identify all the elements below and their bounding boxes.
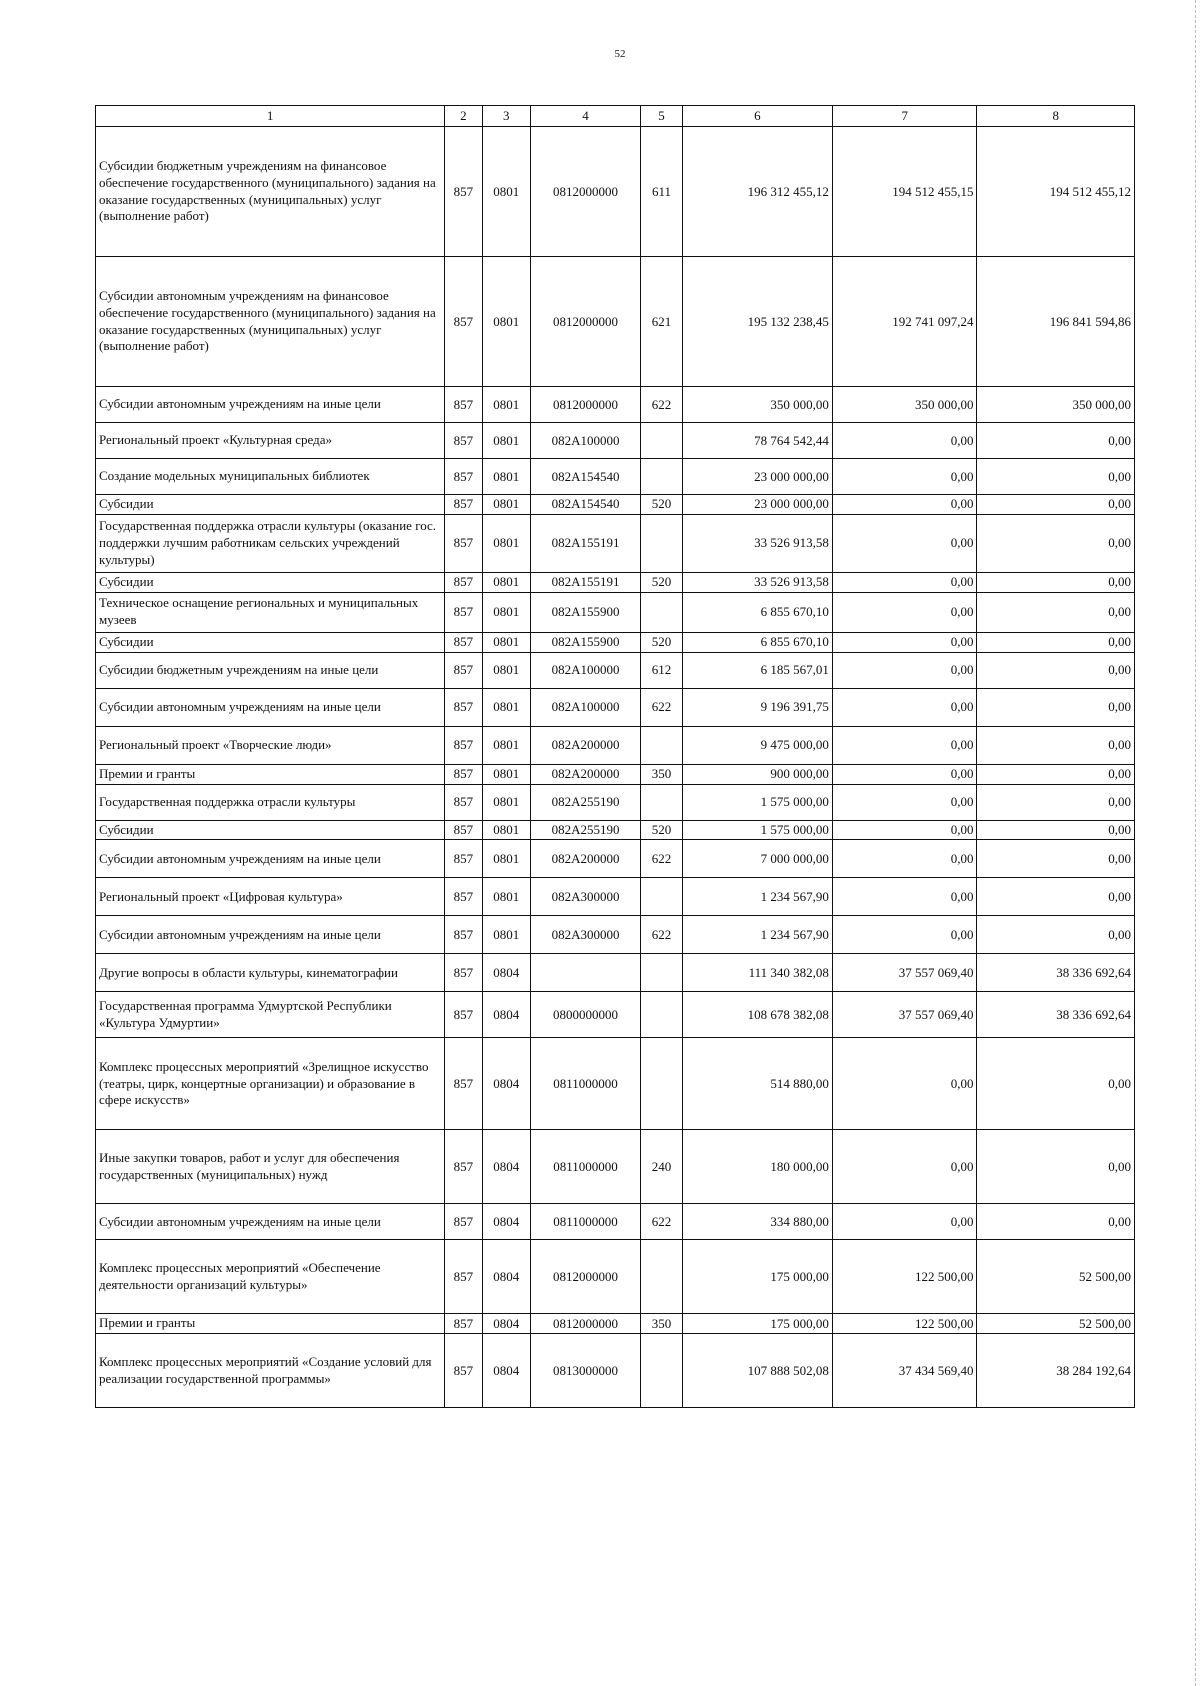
col4-cell: 082A155191	[530, 572, 640, 592]
col3-cell: 0801	[482, 820, 530, 840]
col8-cell: 0,00	[977, 1038, 1135, 1130]
col7-cell: 0,00	[832, 840, 977, 878]
col3-cell: 0801	[482, 764, 530, 784]
col6-cell: 33 526 913,58	[682, 572, 832, 592]
row-name-cell: Региональный проект «Творческие люди»	[96, 726, 445, 764]
col8-cell: 0,00	[977, 632, 1135, 652]
col6-cell: 1 234 567,90	[682, 916, 832, 954]
col5-cell	[641, 784, 683, 820]
table-row	[96, 764, 1135, 784]
col7-cell: 192 741 097,24	[832, 257, 977, 387]
table-row	[96, 423, 1135, 459]
col6-cell: 6 185 567,01	[682, 652, 832, 688]
col8-cell: 0,00	[977, 784, 1135, 820]
row-name-cell: Комплекс процессных мероприятий «Обеспечение деятельности организаций культуры»	[96, 1240, 445, 1314]
col7-cell: 37 434 569,40	[832, 1334, 977, 1408]
col6-cell: 78 764 542,44	[682, 423, 832, 459]
col3-cell: 0801	[482, 878, 530, 916]
col7-cell: 0,00	[832, 652, 977, 688]
table-row	[96, 840, 1135, 878]
col6-cell: 7 000 000,00	[682, 840, 832, 878]
col5-cell: 622	[641, 916, 683, 954]
col6-cell: 1 575 000,00	[682, 784, 832, 820]
col4-cell: 0812000000	[530, 387, 640, 423]
col7-cell: 37 557 069,40	[832, 954, 977, 992]
col5-cell: 520	[641, 572, 683, 592]
col2-cell: 857	[445, 954, 482, 992]
col8-cell: 0,00	[977, 652, 1135, 688]
col7-cell: 0,00	[832, 1204, 977, 1240]
col-header-2: 2	[445, 106, 482, 127]
col4-cell: 0812000000	[530, 1314, 640, 1334]
col2-cell: 857	[445, 784, 482, 820]
col8-cell: 196 841 594,86	[977, 257, 1135, 387]
col7-cell: 0,00	[832, 726, 977, 764]
col5-cell: 350	[641, 764, 683, 784]
row-name-cell: Государственная поддержка отрасли культуры	[96, 784, 445, 820]
col2-cell: 857	[445, 1334, 482, 1408]
col8-cell: 0,00	[977, 840, 1135, 878]
col5-cell	[641, 592, 683, 632]
col2-cell: 857	[445, 878, 482, 916]
col4-cell	[530, 954, 640, 992]
row-name-cell: Субсидии	[96, 495, 445, 515]
col2-cell: 857	[445, 1204, 482, 1240]
row-name-cell: Комплекс процессных мероприятий «Создание условий для реализации государственной программы»	[96, 1334, 445, 1408]
row-name-cell: Субсидии автономным учреждениям на иные цели	[96, 688, 445, 726]
col6-cell: 175 000,00	[682, 1240, 832, 1314]
col6-cell: 1 234 567,90	[682, 878, 832, 916]
col8-cell: 0,00	[977, 820, 1135, 840]
col7-cell: 0,00	[832, 459, 977, 495]
col6-cell: 195 132 238,45	[682, 257, 832, 387]
col7-cell: 37 557 069,40	[832, 992, 977, 1038]
col6-cell: 23 000 000,00	[682, 459, 832, 495]
col5-cell: 350	[641, 1314, 683, 1334]
col-header-5: 5	[641, 106, 683, 127]
col2-cell: 857	[445, 423, 482, 459]
col4-cell: 082A300000	[530, 878, 640, 916]
col6-cell: 6 855 670,10	[682, 632, 832, 652]
col8-cell: 0,00	[977, 423, 1135, 459]
budget-table	[95, 105, 1135, 1408]
col4-cell: 082A154540	[530, 495, 640, 515]
col6-cell: 111 340 382,08	[682, 954, 832, 992]
row-name-cell: Государственная программа Удмуртской Республики «Культура Удмуртии»	[96, 992, 445, 1038]
row-name-cell: Субсидии автономным учреждениям на иные цели	[96, 840, 445, 878]
col3-cell: 0804	[482, 1314, 530, 1334]
col3-cell: 0801	[482, 459, 530, 495]
col5-cell: 520	[641, 820, 683, 840]
col4-cell: 0811000000	[530, 1130, 640, 1204]
col4-cell: 082A200000	[530, 726, 640, 764]
col7-cell: 122 500,00	[832, 1314, 977, 1334]
table-row	[96, 1130, 1135, 1204]
col8-cell: 0,00	[977, 572, 1135, 592]
page-number: 52	[614, 48, 626, 60]
col2-cell: 857	[445, 1038, 482, 1130]
col7-cell: 350 000,00	[832, 387, 977, 423]
table-row	[96, 954, 1135, 992]
table-row	[96, 514, 1135, 572]
col7-cell: 0,00	[832, 916, 977, 954]
col2-cell: 857	[445, 820, 482, 840]
table-row	[96, 495, 1135, 515]
table-row	[96, 1314, 1135, 1334]
col3-cell: 0801	[482, 840, 530, 878]
table-row	[96, 726, 1135, 764]
table-row	[96, 784, 1135, 820]
row-name-cell: Субсидии автономным учреждениям на финансовое обеспечение государственного (муниципального) задания на оказание государственных (муниципальных) услуг (выполнение работ)	[96, 257, 445, 387]
col6-cell: 6 855 670,10	[682, 592, 832, 632]
col5-cell: 621	[641, 257, 683, 387]
row-name-cell: Субсидии	[96, 820, 445, 840]
col2-cell: 857	[445, 916, 482, 954]
col2-cell: 857	[445, 514, 482, 572]
row-name-cell: Иные закупки товаров, работ и услуг для обеспечения государственных (муниципальных) нужд	[96, 1130, 445, 1204]
row-name-cell: Региональный проект «Цифровая культура»	[96, 878, 445, 916]
col8-cell: 0,00	[977, 764, 1135, 784]
col8-cell: 52 500,00	[977, 1314, 1135, 1334]
col7-cell: 0,00	[832, 592, 977, 632]
col3-cell: 0804	[482, 1204, 530, 1240]
col5-cell	[641, 1240, 683, 1314]
col4-cell: 0812000000	[530, 257, 640, 387]
col-header-1: 1	[96, 106, 445, 127]
col4-cell: 0811000000	[530, 1204, 640, 1240]
col8-cell: 0,00	[977, 592, 1135, 632]
col5-cell	[641, 423, 683, 459]
row-name-cell: Субсидии автономным учреждениям на иные цели	[96, 916, 445, 954]
col4-cell: 0812000000	[530, 1240, 640, 1314]
col3-cell: 0801	[482, 572, 530, 592]
col6-cell: 175 000,00	[682, 1314, 832, 1334]
col5-cell: 622	[641, 1204, 683, 1240]
col3-cell: 0801	[482, 423, 530, 459]
table-row	[96, 459, 1135, 495]
table-row	[96, 1204, 1135, 1240]
scan-edge-line	[1194, 0, 1196, 1686]
col-header-3: 3	[482, 106, 530, 127]
col8-cell: 0,00	[977, 495, 1135, 515]
col5-cell: 622	[641, 840, 683, 878]
table-row	[96, 127, 1135, 257]
col7-cell: 0,00	[832, 784, 977, 820]
col2-cell: 857	[445, 652, 482, 688]
col2-cell: 857	[445, 992, 482, 1038]
col8-cell: 0,00	[977, 878, 1135, 916]
col2-cell: 857	[445, 764, 482, 784]
table-row	[96, 688, 1135, 726]
table-row	[96, 916, 1135, 954]
col6-cell: 1 575 000,00	[682, 820, 832, 840]
col3-cell: 0801	[482, 257, 530, 387]
col3-cell: 0801	[482, 387, 530, 423]
col8-cell: 0,00	[977, 688, 1135, 726]
col8-cell: 350 000,00	[977, 387, 1135, 423]
col5-cell	[641, 878, 683, 916]
col3-cell: 0801	[482, 127, 530, 257]
col2-cell: 857	[445, 127, 482, 257]
col3-cell: 0801	[482, 916, 530, 954]
row-name-cell: Премии и гранты	[96, 764, 445, 784]
col6-cell: 33 526 913,58	[682, 514, 832, 572]
table-row	[96, 257, 1135, 387]
col8-cell: 0,00	[977, 459, 1135, 495]
col2-cell: 857	[445, 1130, 482, 1204]
col7-cell: 194 512 455,15	[832, 127, 977, 257]
col4-cell: 0811000000	[530, 1038, 640, 1130]
col8-cell: 0,00	[977, 1204, 1135, 1240]
row-name-cell: Субсидии бюджетным учреждениям на иные цели	[96, 652, 445, 688]
table-row	[96, 1240, 1135, 1314]
col5-cell	[641, 1334, 683, 1408]
col2-cell: 857	[445, 840, 482, 878]
col8-cell: 0,00	[977, 916, 1135, 954]
col4-cell: 082A255190	[530, 820, 640, 840]
col5-cell	[641, 514, 683, 572]
col-header-6: 6	[682, 106, 832, 127]
col6-cell: 9 475 000,00	[682, 726, 832, 764]
row-name-cell: Региональный проект «Культурная среда»	[96, 423, 445, 459]
col8-cell: 0,00	[977, 514, 1135, 572]
col7-cell: 0,00	[832, 1130, 977, 1204]
col8-cell: 38 284 192,64	[977, 1334, 1135, 1408]
col2-cell: 857	[445, 592, 482, 632]
col8-cell: 0,00	[977, 1130, 1135, 1204]
col4-cell: 082A155191	[530, 514, 640, 572]
col6-cell: 900 000,00	[682, 764, 832, 784]
row-name-cell: Другие вопросы в области культуры, кинематографии	[96, 954, 445, 992]
col7-cell: 0,00	[832, 878, 977, 916]
col5-cell: 240	[641, 1130, 683, 1204]
row-name-cell: Создание модельных муниципальных библиотек	[96, 459, 445, 495]
col5-cell	[641, 726, 683, 764]
col4-cell: 082A100000	[530, 652, 640, 688]
col6-cell: 23 000 000,00	[682, 495, 832, 515]
col-header-4: 4	[530, 106, 640, 127]
row-name-cell: Субсидии автономным учреждениям на иные цели	[96, 387, 445, 423]
col-header-8: 8	[977, 106, 1135, 127]
col4-cell: 082A200000	[530, 840, 640, 878]
table-row	[96, 652, 1135, 688]
col3-cell: 0804	[482, 1240, 530, 1314]
col8-cell: 38 336 692,64	[977, 954, 1135, 992]
col7-cell: 0,00	[832, 514, 977, 572]
row-name-cell: Государственная поддержка отрасли культуры (оказание гос. поддержки лучшим работникам сельских учреждений культуры)	[96, 514, 445, 572]
table-row	[96, 1334, 1135, 1408]
table-row	[96, 992, 1135, 1038]
col7-cell: 0,00	[832, 572, 977, 592]
col3-cell: 0801	[482, 592, 530, 632]
col6-cell: 350 000,00	[682, 387, 832, 423]
col3-cell: 0801	[482, 632, 530, 652]
col3-cell: 0801	[482, 652, 530, 688]
col6-cell: 107 888 502,08	[682, 1334, 832, 1408]
col6-cell: 108 678 382,08	[682, 992, 832, 1038]
row-name-cell: Субсидии автономным учреждениям на иные цели	[96, 1204, 445, 1240]
table-row	[96, 387, 1135, 423]
header-row	[96, 106, 1135, 127]
col8-cell: 194 512 455,12	[977, 127, 1135, 257]
col5-cell: 520	[641, 495, 683, 515]
col3-cell: 0804	[482, 992, 530, 1038]
row-name-cell: Субсидии бюджетным учреждениям на финансовое обеспечение государственного (муниципального) задания на оказание государственных (муниципальных) услуг (выполнение работ)	[96, 127, 445, 257]
row-name-cell: Субсидии	[96, 632, 445, 652]
col6-cell: 514 880,00	[682, 1038, 832, 1130]
col6-cell: 196 312 455,12	[682, 127, 832, 257]
col7-cell: 0,00	[832, 688, 977, 726]
col7-cell: 0,00	[832, 632, 977, 652]
row-name-cell: Премии и гранты	[96, 1314, 445, 1334]
row-name-cell: Комплекс процессных мероприятий «Зрелищное искусство (театры, цирк, концертные организации) и образование в сфере искусств»	[96, 1038, 445, 1130]
col2-cell: 857	[445, 688, 482, 726]
col3-cell: 0801	[482, 688, 530, 726]
col4-cell: 082A100000	[530, 688, 640, 726]
col5-cell	[641, 954, 683, 992]
col5-cell: 622	[641, 387, 683, 423]
col8-cell: 0,00	[977, 726, 1135, 764]
col3-cell: 0804	[482, 954, 530, 992]
col4-cell: 082A300000	[530, 916, 640, 954]
col4-cell: 0813000000	[530, 1334, 640, 1408]
col2-cell: 857	[445, 459, 482, 495]
col3-cell: 0801	[482, 514, 530, 572]
col4-cell: 082A255190	[530, 784, 640, 820]
col5-cell: 612	[641, 652, 683, 688]
col4-cell: 082A155900	[530, 632, 640, 652]
col4-cell: 0800000000	[530, 992, 640, 1038]
col4-cell: 082A155900	[530, 592, 640, 632]
col2-cell: 857	[445, 257, 482, 387]
col7-cell: 122 500,00	[832, 1240, 977, 1314]
col2-cell: 857	[445, 387, 482, 423]
table-row	[96, 820, 1135, 840]
col7-cell: 0,00	[832, 495, 977, 515]
col6-cell: 334 880,00	[682, 1204, 832, 1240]
col7-cell: 0,00	[832, 764, 977, 784]
row-name-cell: Субсидии	[96, 572, 445, 592]
col4-cell: 082A154540	[530, 459, 640, 495]
col2-cell: 857	[445, 632, 482, 652]
col6-cell: 9 196 391,75	[682, 688, 832, 726]
col3-cell: 0804	[482, 1130, 530, 1204]
col3-cell: 0801	[482, 495, 530, 515]
col4-cell: 082A100000	[530, 423, 640, 459]
col2-cell: 857	[445, 1314, 482, 1334]
col5-cell: 611	[641, 127, 683, 257]
col3-cell: 0804	[482, 1038, 530, 1130]
col3-cell: 0804	[482, 1334, 530, 1408]
col8-cell: 38 336 692,64	[977, 992, 1135, 1038]
table-row	[96, 572, 1135, 592]
col7-cell: 0,00	[832, 423, 977, 459]
col2-cell: 857	[445, 1240, 482, 1314]
col3-cell: 0801	[482, 726, 530, 764]
col-header-7: 7	[832, 106, 977, 127]
col5-cell: 520	[641, 632, 683, 652]
col2-cell: 857	[445, 726, 482, 764]
col5-cell	[641, 1038, 683, 1130]
table-row	[96, 1038, 1135, 1130]
table-row	[96, 592, 1135, 632]
col8-cell: 52 500,00	[977, 1240, 1135, 1314]
table-row	[96, 878, 1135, 916]
table-row	[96, 632, 1135, 652]
col5-cell	[641, 992, 683, 1038]
col7-cell: 0,00	[832, 1038, 977, 1130]
row-name-cell: Техническое оснащение региональных и муниципальных музеев	[96, 592, 445, 632]
col5-cell: 622	[641, 688, 683, 726]
col2-cell: 857	[445, 495, 482, 515]
col6-cell: 180 000,00	[682, 1130, 832, 1204]
col5-cell	[641, 459, 683, 495]
col4-cell: 0812000000	[530, 127, 640, 257]
col3-cell: 0801	[482, 784, 530, 820]
col7-cell: 0,00	[832, 820, 977, 840]
col2-cell: 857	[445, 572, 482, 592]
col4-cell: 082A200000	[530, 764, 640, 784]
